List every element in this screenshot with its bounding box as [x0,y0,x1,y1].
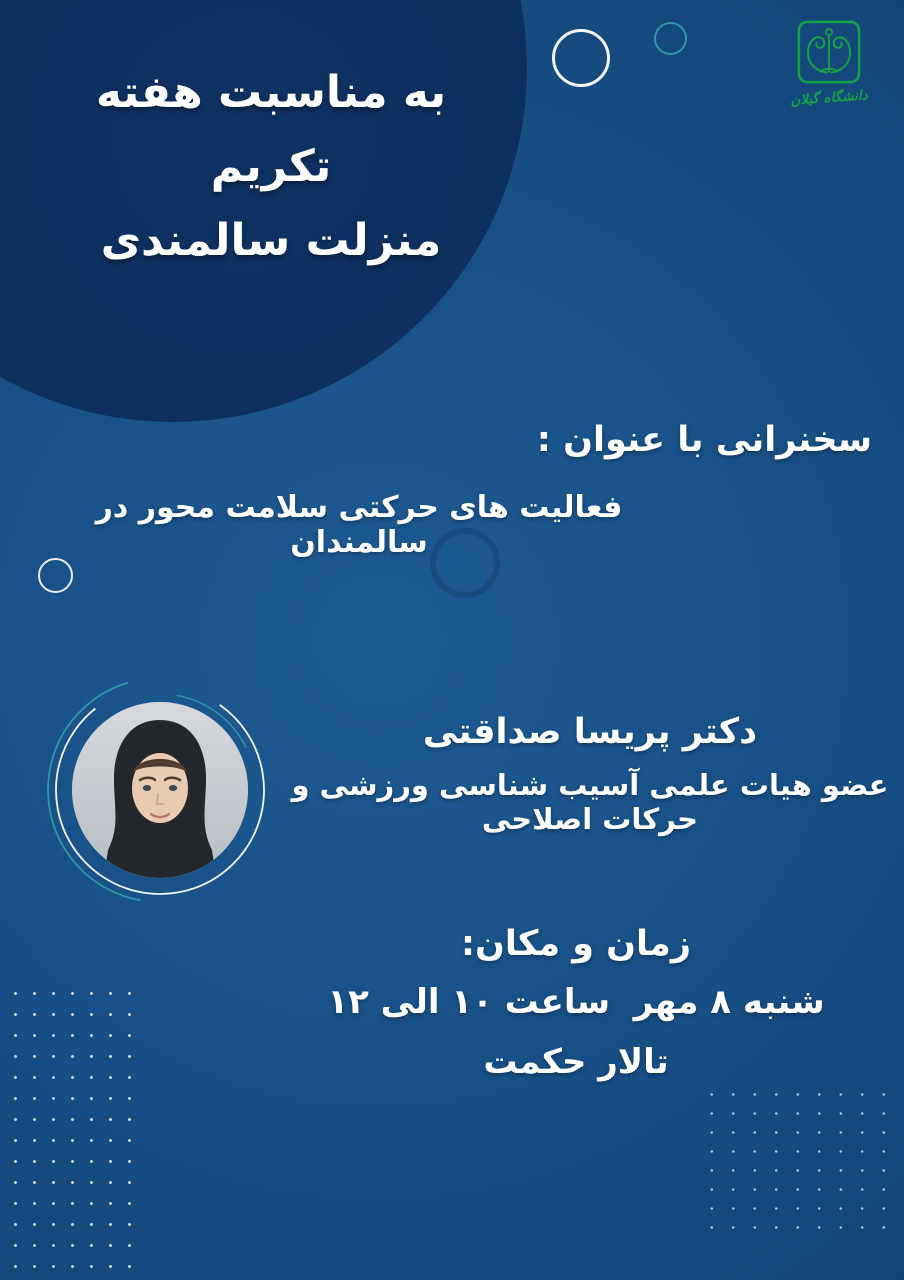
speaker-affiliation: عضو هیات علمی آسیب شناسی ورزشی و حرکات اصلاحی [291,768,889,836]
decor-ring-white-left [38,558,73,593]
speaker-photo [72,702,248,878]
schedule-location: تالار حکمت [483,1042,669,1082]
speaker-name: دکتر پریسا صداقتی [422,712,758,752]
schedule-block [326,924,826,1082]
occasion-title-line1: به مناسبت هفته تکریم [95,67,447,192]
decor-dot-grid-bottom-right [696,1079,903,1229]
schedule-datetime: شنبه ۸ مهر ساعت ۱۰ الی ۱۲ [327,982,825,1022]
speaker-info [280,712,900,836]
university-logo [789,18,869,109]
occasion-title-line2: منزلت سالمندی [100,215,442,266]
decor-ring-white-large [552,29,610,87]
occasion-title [28,56,514,278]
decor-ring-teal-small [654,22,687,55]
lecture-title: فعالیت های حرکتی سلامت محور در سالمندان [95,490,623,560]
lecture-heading: سخنرانی با عنوان : [536,420,872,460]
university-emblem-icon [790,18,868,88]
university-name: دانشگاه گیلان [789,87,869,109]
schedule-heading: زمان و مکان: [461,924,691,964]
decor-dot-grid-bottom-left [2,977,131,1269]
